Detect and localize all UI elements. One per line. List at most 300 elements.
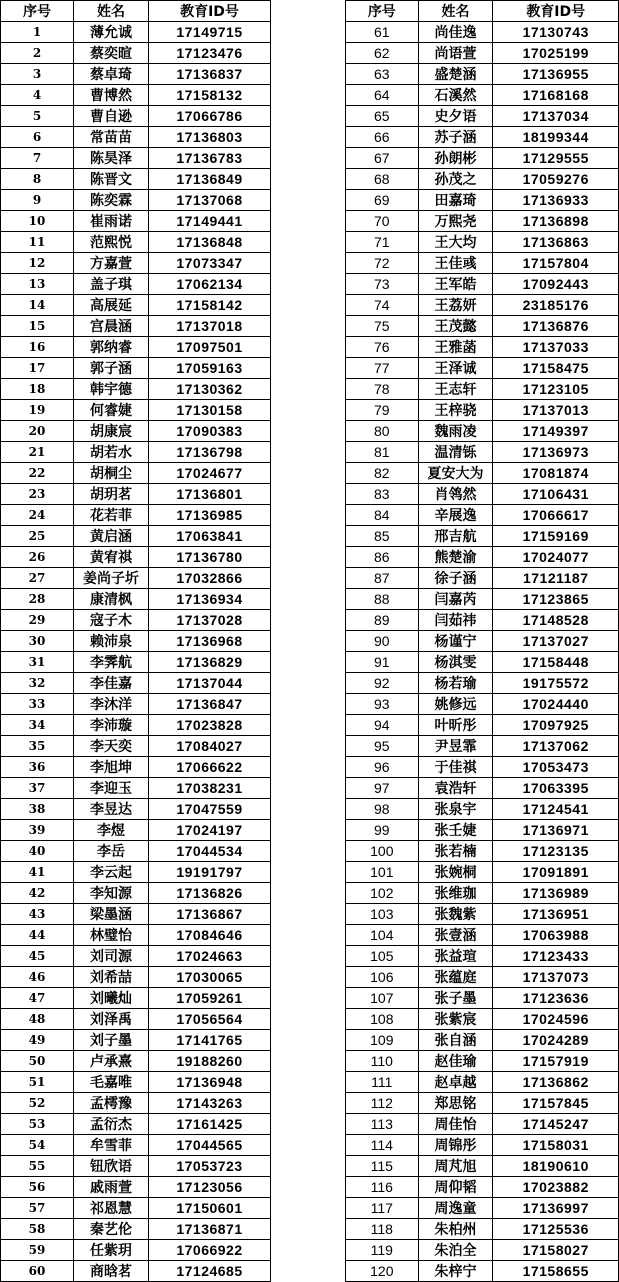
student-name: 周逸童	[418, 1198, 493, 1219]
row-seq: 65	[346, 106, 419, 127]
row-seq: 57	[1, 1198, 74, 1219]
student-name: 张婉桐	[418, 862, 493, 883]
education-id: 17150601	[149, 1198, 271, 1219]
table-row	[1, 652, 271, 673]
table-row	[1, 1177, 271, 1198]
row-seq: 23	[1, 484, 74, 505]
student-name: 孟樗豫	[74, 1093, 149, 1114]
student-name: 林璧怡	[74, 925, 149, 946]
row-seq: 25	[1, 526, 74, 547]
student-name: 康清枫	[74, 589, 149, 610]
student-name: 牟雪菲	[74, 1135, 149, 1156]
education-id: 17097501	[149, 337, 271, 358]
student-name: 王泽诚	[418, 358, 493, 379]
table-row	[346, 85, 619, 106]
education-id: 17053473	[493, 757, 619, 778]
table-row	[1, 463, 271, 484]
table-row	[346, 1072, 619, 1093]
student-name: 周芃旭	[418, 1156, 493, 1177]
education-id: 17149715	[149, 22, 271, 43]
row-seq: 13	[1, 274, 74, 295]
table-row	[1, 253, 271, 274]
education-id: 17063841	[149, 526, 271, 547]
row-seq: 110	[346, 1051, 419, 1072]
student-name: 范熙悦	[74, 232, 149, 253]
education-id: 17136863	[493, 232, 619, 253]
education-id: 17136867	[149, 904, 271, 925]
row-seq: 108	[346, 1009, 419, 1030]
student-name: 刘子墨	[74, 1030, 149, 1051]
table-row	[1, 694, 271, 715]
row-seq: 68	[346, 169, 419, 190]
student-name: 李云起	[74, 862, 149, 883]
education-id: 17143263	[149, 1093, 271, 1114]
student-name: 张壹涵	[418, 925, 493, 946]
student-name: 尚语萱	[418, 43, 493, 64]
student-name: 袁浩轩	[418, 778, 493, 799]
table-row	[1, 673, 271, 694]
row-seq: 84	[346, 505, 419, 526]
education-id: 17091891	[493, 862, 619, 883]
education-id: 17038231	[149, 778, 271, 799]
student-name: 朱梓宁	[418, 1261, 493, 1282]
education-id: 17168168	[493, 85, 619, 106]
student-name: 叶昕彤	[418, 715, 493, 736]
student-name: 张益瑄	[418, 946, 493, 967]
row-seq: 113	[346, 1114, 419, 1135]
row-seq: 74	[346, 295, 419, 316]
row-seq: 102	[346, 883, 419, 904]
table-row	[1, 568, 271, 589]
education-id: 17121187	[493, 568, 619, 589]
row-seq: 26	[1, 547, 74, 568]
row-seq: 109	[346, 1030, 419, 1051]
education-id: 17137013	[493, 400, 619, 421]
student-name: 史夕语	[418, 106, 493, 127]
education-id: 17136871	[149, 1219, 271, 1240]
student-name: 刘希喆	[74, 967, 149, 988]
table-row	[346, 400, 619, 421]
student-name: 寇子木	[74, 610, 149, 631]
row-seq: 51	[1, 1072, 74, 1093]
table-row	[1, 862, 271, 883]
header-row	[1, 1, 271, 22]
table-row	[346, 316, 619, 337]
education-id: 17130362	[149, 379, 271, 400]
row-seq: 39	[1, 820, 74, 841]
education-id: 19188260	[149, 1051, 271, 1072]
education-id: 17158027	[493, 1240, 619, 1261]
row-seq: 52	[1, 1093, 74, 1114]
education-id: 23185176	[493, 295, 619, 316]
student-name: 苏子涵	[418, 127, 493, 148]
student-name: 王志轩	[418, 379, 493, 400]
student-name: 高展延	[74, 295, 149, 316]
table-row	[346, 1240, 619, 1261]
row-seq: 55	[1, 1156, 74, 1177]
row-seq: 86	[346, 547, 419, 568]
row-seq: 3	[1, 64, 74, 85]
table-row	[346, 547, 619, 568]
student-name: 周锦彤	[418, 1135, 493, 1156]
row-seq: 100	[346, 841, 419, 862]
row-seq: 6	[1, 127, 74, 148]
row-seq: 71	[346, 232, 419, 253]
education-id: 18190610	[493, 1156, 619, 1177]
education-id: 17044534	[149, 841, 271, 862]
student-name: 张壬婕	[418, 820, 493, 841]
row-seq: 8	[1, 169, 74, 190]
student-name: 张泉宇	[418, 799, 493, 820]
student-name: 黄宥祺	[74, 547, 149, 568]
education-id: 17137044	[149, 673, 271, 694]
student-name: 何睿婕	[74, 400, 149, 421]
education-id: 17136826	[149, 883, 271, 904]
student-name: 李昱达	[74, 799, 149, 820]
education-id: 17161425	[149, 1114, 271, 1135]
student-name: 商晗茗	[74, 1261, 149, 1282]
table-row	[346, 799, 619, 820]
row-seq: 70	[346, 211, 419, 232]
education-id: 17136933	[493, 190, 619, 211]
row-seq: 14	[1, 295, 74, 316]
table-row	[1, 274, 271, 295]
student-name: 郭子涵	[74, 358, 149, 379]
education-id: 17136985	[149, 505, 271, 526]
student-name: 温清铄	[418, 442, 493, 463]
row-seq: 11	[1, 232, 74, 253]
table-row	[346, 967, 619, 988]
row-seq: 56	[1, 1177, 74, 1198]
student-name: 朱柏州	[418, 1219, 493, 1240]
row-seq: 64	[346, 85, 419, 106]
education-id: 17136829	[149, 652, 271, 673]
education-id: 17123105	[493, 379, 619, 400]
table-row	[1, 589, 271, 610]
education-id: 17024440	[493, 694, 619, 715]
table-row	[346, 337, 619, 358]
row-seq: 88	[346, 589, 419, 610]
table-row	[1, 631, 271, 652]
row-seq: 43	[1, 904, 74, 925]
table-row	[346, 988, 619, 1009]
table-row	[1, 925, 271, 946]
row-seq: 83	[346, 484, 419, 505]
table-row	[346, 274, 619, 295]
row-seq: 105	[346, 946, 419, 967]
student-name: 李沐洋	[74, 694, 149, 715]
table-row	[1, 904, 271, 925]
row-seq: 49	[1, 1030, 74, 1051]
row-seq: 12	[1, 253, 74, 274]
row-seq: 42	[1, 883, 74, 904]
table-row	[346, 757, 619, 778]
student-name: 李迎玉	[74, 778, 149, 799]
row-seq: 16	[1, 337, 74, 358]
education-id: 17024289	[493, 1030, 619, 1051]
table-row	[346, 904, 619, 925]
student-name: 李霁航	[74, 652, 149, 673]
table-row	[1, 64, 271, 85]
row-seq: 2	[1, 43, 74, 64]
education-id: 17073347	[149, 253, 271, 274]
education-id: 17024596	[493, 1009, 619, 1030]
student-name: 李天奕	[74, 736, 149, 757]
education-id: 17136798	[149, 442, 271, 463]
student-name: 张蕴庭	[418, 967, 493, 988]
education-id: 17136847	[149, 694, 271, 715]
student-name: 姚修远	[418, 694, 493, 715]
education-id: 17136948	[149, 1072, 271, 1093]
student-name: 陈昊泽	[74, 148, 149, 169]
education-id: 17136951	[493, 904, 619, 925]
table-row	[346, 442, 619, 463]
row-seq: 69	[346, 190, 419, 211]
table-row	[1, 1051, 271, 1072]
student-name: 毛嘉唯	[74, 1072, 149, 1093]
row-seq: 60	[1, 1261, 74, 1282]
student-name: 王梓骁	[418, 400, 493, 421]
student-name: 闫茹祎	[418, 610, 493, 631]
student-name: 钮欣语	[74, 1156, 149, 1177]
row-seq: 18	[1, 379, 74, 400]
table-row	[346, 43, 619, 64]
table-row	[1, 1261, 271, 1282]
row-seq: 59	[1, 1240, 74, 1261]
education-id: 17123056	[149, 1177, 271, 1198]
table-row	[346, 1009, 619, 1030]
education-id: 17024663	[149, 946, 271, 967]
table-row	[1, 211, 271, 232]
table-row	[346, 736, 619, 757]
row-seq: 112	[346, 1093, 419, 1114]
education-id: 17145247	[493, 1114, 619, 1135]
row-seq: 80	[346, 421, 419, 442]
education-id: 17023828	[149, 715, 271, 736]
education-id: 17123865	[493, 589, 619, 610]
education-id: 17030065	[149, 967, 271, 988]
student-name: 张魏紫	[418, 904, 493, 925]
education-id: 17056564	[149, 1009, 271, 1030]
row-seq: 40	[1, 841, 74, 862]
table-row	[346, 820, 619, 841]
row-seq: 1	[1, 22, 74, 43]
row-seq: 36	[1, 757, 74, 778]
education-id: 17136862	[493, 1072, 619, 1093]
row-seq: 62	[346, 43, 419, 64]
education-id: 17081874	[493, 463, 619, 484]
seq-header: 序号	[1, 1, 74, 22]
student-name: 孙朗彬	[418, 148, 493, 169]
row-seq: 29	[1, 610, 74, 631]
student-name: 田嘉琦	[418, 190, 493, 211]
student-name: 李岳	[74, 841, 149, 862]
table-row	[1, 421, 271, 442]
student-name: 魏雨凌	[418, 421, 493, 442]
row-seq: 10	[1, 211, 74, 232]
education-id: 17066922	[149, 1240, 271, 1261]
row-seq: 27	[1, 568, 74, 589]
student-name: 宫晨涵	[74, 316, 149, 337]
row-seq: 94	[346, 715, 419, 736]
education-id: 17097925	[493, 715, 619, 736]
seq-header: 序号	[346, 1, 419, 22]
education-id: 17024197	[149, 820, 271, 841]
row-seq: 114	[346, 1135, 419, 1156]
row-seq: 53	[1, 1114, 74, 1135]
education-id: 17137062	[493, 736, 619, 757]
row-seq: 38	[1, 799, 74, 820]
education-id: 17137027	[493, 631, 619, 652]
row-seq: 17	[1, 358, 74, 379]
table-row	[346, 1093, 619, 1114]
student-name: 韩宇德	[74, 379, 149, 400]
table-body	[346, 1, 619, 1282]
education-id: 17149441	[149, 211, 271, 232]
row-seq: 50	[1, 1051, 74, 1072]
student-name: 孙茂之	[418, 169, 493, 190]
table-row	[346, 862, 619, 883]
student-name: 胡桐尘	[74, 463, 149, 484]
table-row	[346, 652, 619, 673]
table-row	[1, 715, 271, 736]
table-row	[1, 1156, 271, 1177]
education-id: 17136968	[149, 631, 271, 652]
student-name: 张子墨	[418, 988, 493, 1009]
row-seq: 75	[346, 316, 419, 337]
education-id: 17106431	[493, 484, 619, 505]
row-seq: 72	[346, 253, 419, 274]
table-gutter	[272, 0, 345, 1221]
table-row	[346, 883, 619, 904]
id-header: 教育ID号	[493, 1, 619, 22]
education-id: 17159169	[493, 526, 619, 547]
table-row	[1, 127, 271, 148]
student-name: 万熙尧	[418, 211, 493, 232]
row-seq: 92	[346, 673, 419, 694]
row-seq: 98	[346, 799, 419, 820]
student-name: 陈奕霖	[74, 190, 149, 211]
table-row	[346, 568, 619, 589]
table-row	[1, 1219, 271, 1240]
row-seq: 81	[346, 442, 419, 463]
student-name: 梁墨涵	[74, 904, 149, 925]
education-id: 17053723	[149, 1156, 271, 1177]
education-id: 17123135	[493, 841, 619, 862]
row-seq: 97	[346, 778, 419, 799]
table-row	[346, 841, 619, 862]
education-id: 18199344	[493, 127, 619, 148]
education-id: 17149397	[493, 421, 619, 442]
student-name: 辛展逸	[418, 505, 493, 526]
row-seq: 28	[1, 589, 74, 610]
table-row	[346, 232, 619, 253]
education-id: 17123433	[493, 946, 619, 967]
student-name: 李煜	[74, 820, 149, 841]
student-name: 李旭坤	[74, 757, 149, 778]
education-id: 17136955	[493, 64, 619, 85]
education-id: 17123636	[493, 988, 619, 1009]
education-id: 17157845	[493, 1093, 619, 1114]
table-row	[1, 22, 271, 43]
student-name: 杨谨宁	[418, 631, 493, 652]
student-name: 曹自逊	[74, 106, 149, 127]
table-row	[1, 232, 271, 253]
education-id: 17059276	[493, 169, 619, 190]
student-name: 盖子琪	[74, 274, 149, 295]
student-name: 崔雨诺	[74, 211, 149, 232]
row-seq: 101	[346, 862, 419, 883]
student-name: 陈晋文	[74, 169, 149, 190]
row-seq: 45	[1, 946, 74, 967]
row-seq: 111	[346, 1072, 419, 1093]
table-row	[346, 64, 619, 85]
education-id: 17066617	[493, 505, 619, 526]
row-seq: 30	[1, 631, 74, 652]
education-id: 17090383	[149, 421, 271, 442]
education-id: 17136848	[149, 232, 271, 253]
student-name: 朱泊全	[418, 1240, 493, 1261]
student-name: 杨若瑜	[418, 673, 493, 694]
table-row	[346, 925, 619, 946]
row-seq: 5	[1, 106, 74, 127]
education-id: 17137018	[149, 316, 271, 337]
education-id: 17141765	[149, 1030, 271, 1051]
education-id: 17157804	[493, 253, 619, 274]
student-name: 赖沛泉	[74, 631, 149, 652]
education-id: 17059261	[149, 988, 271, 1009]
table-row	[1, 1135, 271, 1156]
table-row	[346, 1051, 619, 1072]
row-seq: 9	[1, 190, 74, 211]
table-row	[1, 778, 271, 799]
row-seq: 48	[1, 1009, 74, 1030]
table-row	[1, 967, 271, 988]
table-row	[1, 505, 271, 526]
education-id: 17136934	[149, 589, 271, 610]
table-row	[346, 1219, 619, 1240]
table-row	[1, 799, 271, 820]
student-name: 邢吉航	[418, 526, 493, 547]
row-seq: 104	[346, 925, 419, 946]
student-name: 张紫宸	[418, 1009, 493, 1030]
row-seq: 32	[1, 673, 74, 694]
row-seq: 34	[1, 715, 74, 736]
row-seq: 106	[346, 967, 419, 988]
student-name: 盛楚涵	[418, 64, 493, 85]
table-row	[346, 505, 619, 526]
table-row	[1, 1198, 271, 1219]
row-seq: 20	[1, 421, 74, 442]
table-row	[346, 169, 619, 190]
row-seq: 67	[346, 148, 419, 169]
education-id: 17124541	[493, 799, 619, 820]
student-name: 卢承熹	[74, 1051, 149, 1072]
education-id: 17136997	[493, 1198, 619, 1219]
education-id: 17158475	[493, 358, 619, 379]
row-seq: 15	[1, 316, 74, 337]
table-row	[1, 379, 271, 400]
education-id: 17158655	[493, 1261, 619, 1282]
row-seq: 44	[1, 925, 74, 946]
education-id: 17136876	[493, 316, 619, 337]
education-id: 17084646	[149, 925, 271, 946]
table-row	[346, 1030, 619, 1051]
education-id: 17062134	[149, 274, 271, 295]
row-seq: 96	[346, 757, 419, 778]
table-row	[1, 316, 271, 337]
student-name: 薄允诚	[74, 22, 149, 43]
